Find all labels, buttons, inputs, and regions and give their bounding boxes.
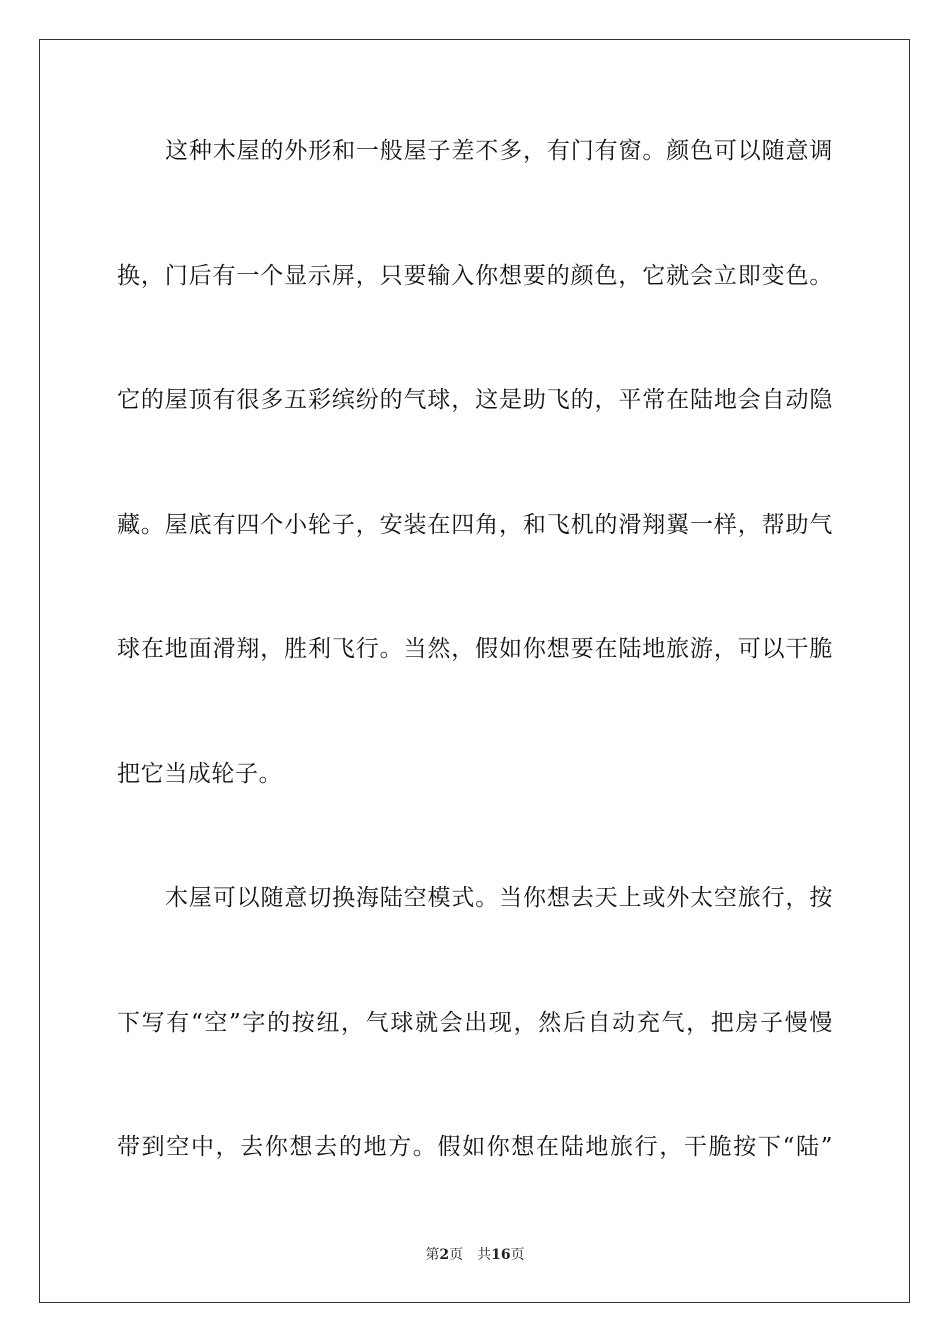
total-pages: 16	[491, 1247, 511, 1263]
page-suffix: 页	[449, 1247, 464, 1263]
page-number: 2	[439, 1247, 450, 1263]
page-prefix: 第	[425, 1247, 440, 1263]
total-suffix: 页	[510, 1247, 525, 1263]
paragraph-1-line-1: 这种木屋的外形和一般屋子差不多，有门有窗。颜色可以随意调	[165, 138, 833, 164]
paragraph-2-line-2: 下写有“空”字的按纽，气球就会出现，然后自动充气，把房子慢慢	[117, 1010, 833, 1036]
page-border	[39, 39, 910, 1303]
paragraph-1-line-4: 藏。屋底有四个小轮子，安装在四角，和飞机的滑翔翼一样，帮助气	[117, 512, 833, 538]
paragraph-1-line-5: 球在地面滑翔，胜利飞行。当然，假如你想要在陆地旅游，可以干脆	[117, 636, 833, 662]
total-prefix: 共	[477, 1247, 492, 1263]
paragraph-1-line-6: 把它当成轮子。	[117, 761, 283, 787]
page-footer	[0, 1246, 950, 1264]
paragraph-2-line-3: 带到空中，去你想去的地方。假如你想在陆地旅行，干脆按下“陆”	[117, 1134, 833, 1160]
paragraph-1-line-2: 换，门后有一个显示屏，只要输入你想要的颜色，它就会立即变色。	[117, 263, 833, 289]
paragraph-2-line-1: 木屋可以随意切换海陆空模式。当你想去天上或外太空旅行，按	[165, 885, 833, 911]
paragraph-1-line-3: 它的屋顶有很多五彩缤纷的气球，这是助飞的，平常在陆地会自动隐	[117, 387, 833, 413]
